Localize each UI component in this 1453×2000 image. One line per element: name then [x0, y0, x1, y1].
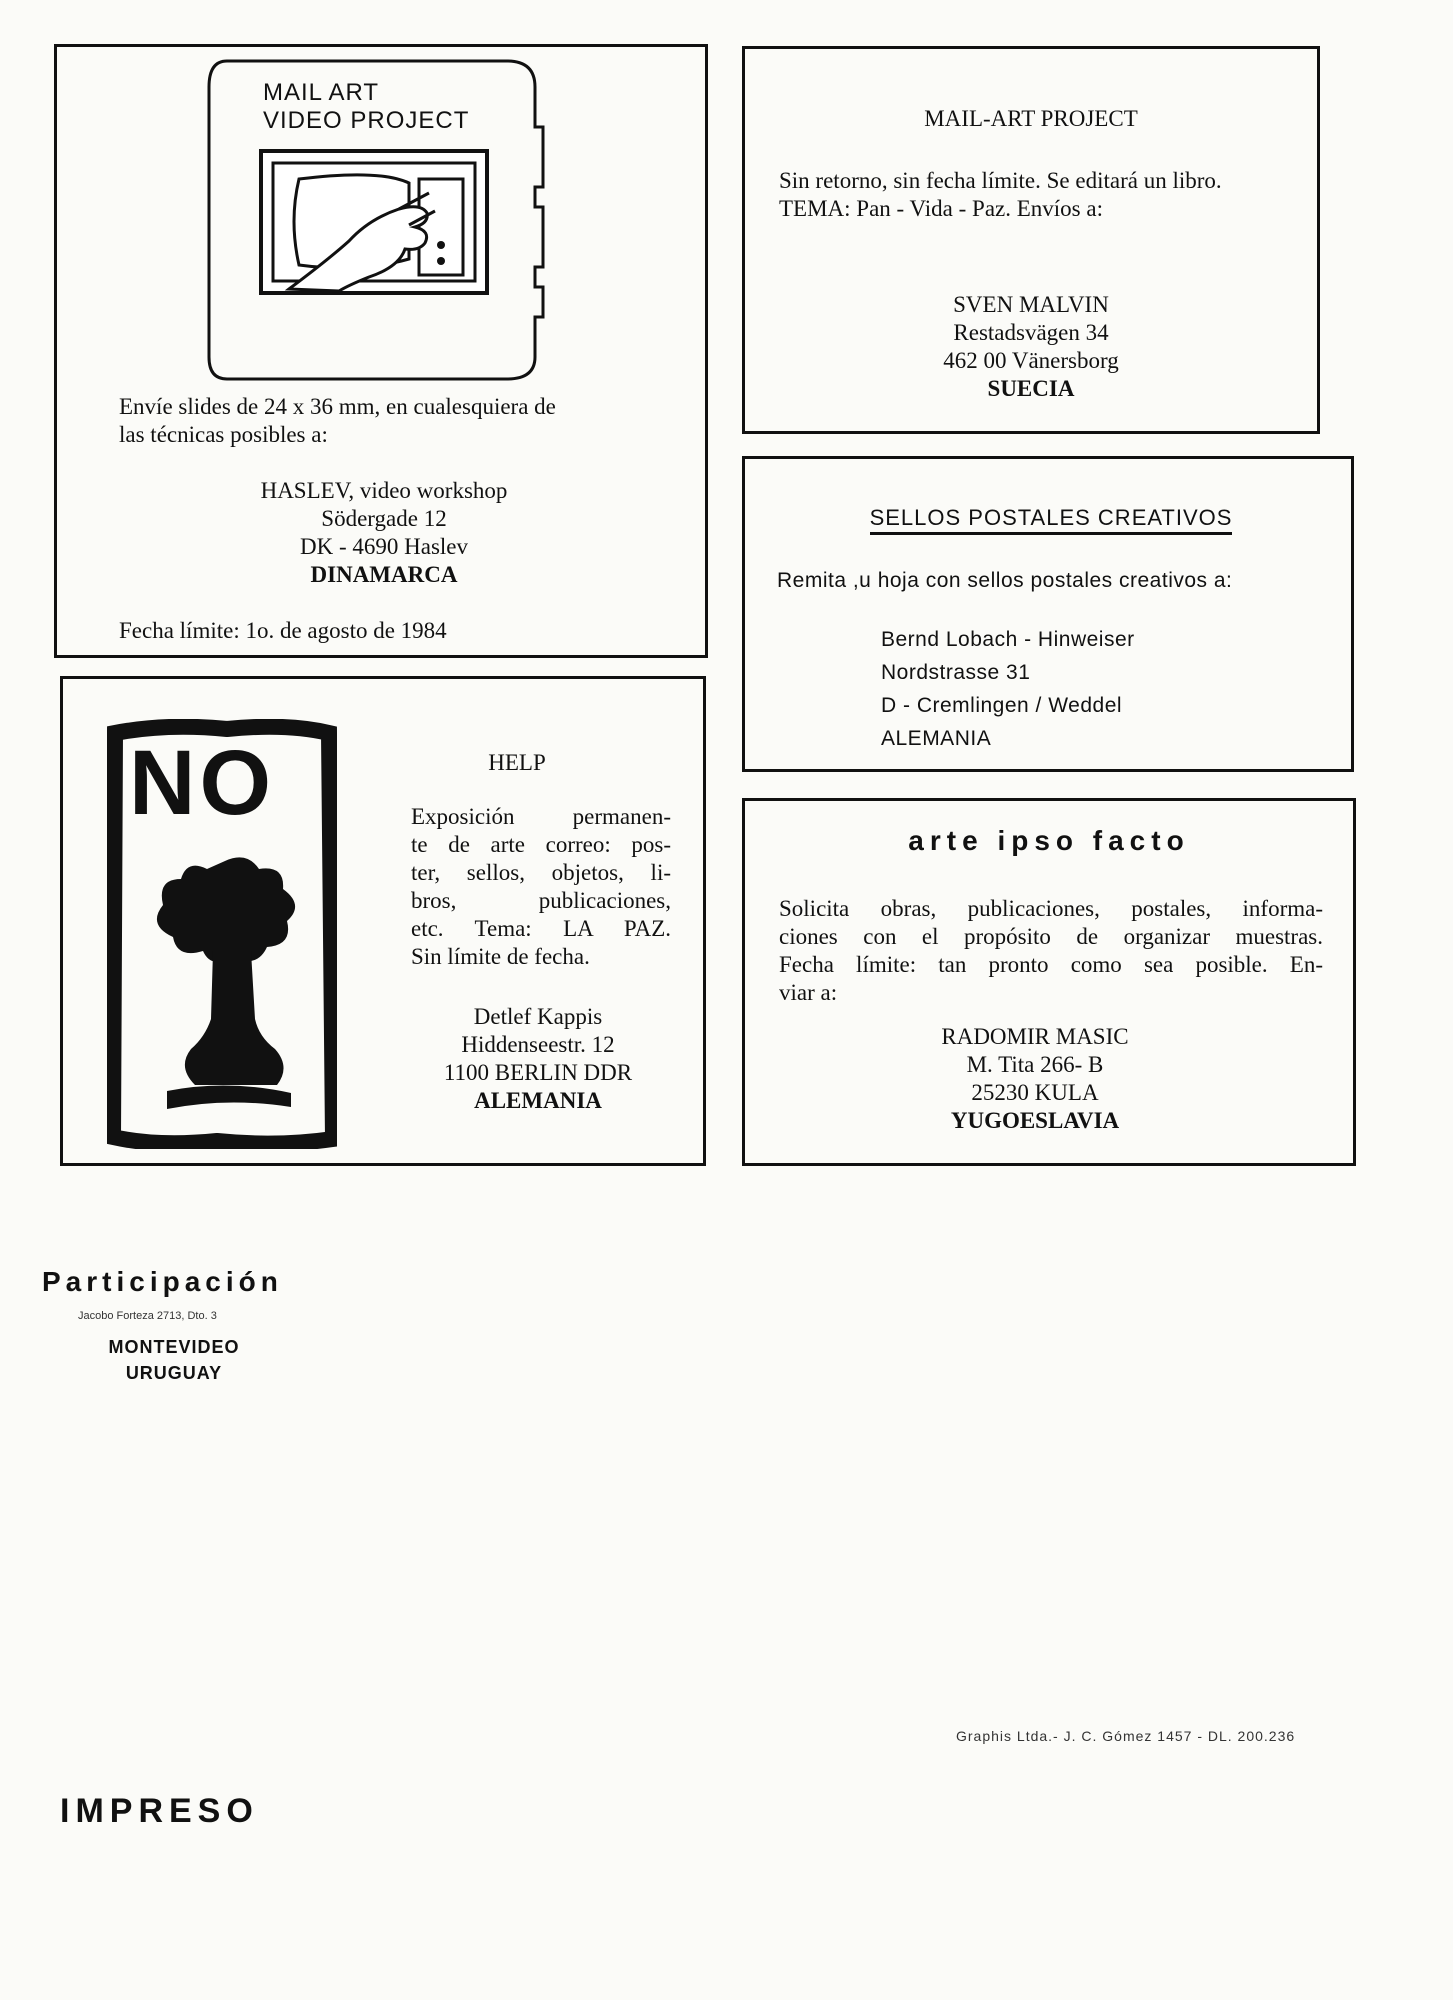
- malvin-address-line-3: 462 00 Vänersborg: [943, 348, 1119, 373]
- badge-title-line-1: MAIL ART: [263, 79, 380, 106]
- malvin-address-line-2: Restadsvägen 34: [953, 320, 1109, 345]
- tv-hand-icon: [259, 149, 491, 297]
- mail-art-project-line-1: Sin retorno, sin fecha límite. Se editará un libro.: [779, 168, 1222, 193]
- haslev-address-line-2: Södergade 12: [321, 506, 447, 531]
- printer-credit: Graphis Ltda.- J. C. Gómez 1457 - DL. 200.236: [956, 1728, 1296, 1744]
- ipso-body-line-4: viar a:: [779, 980, 838, 1005]
- video-slide-badge: [207, 57, 547, 383]
- no-stamp-image: [107, 719, 337, 1149]
- mail-art-project-line-2: TEMA: Pan - Vida - Paz. Envíos a:: [779, 196, 1103, 221]
- slides-intro-line-1: Envíe slides de 24 x 36 mm, en cualesquiera de: [119, 394, 556, 419]
- kappis-address-line-1: Detlef Kappis: [473, 1004, 603, 1029]
- arte-ipso-facto-box: [742, 798, 1356, 1166]
- help-body-line-4: bros, publicaciones,: [411, 888, 671, 913]
- mail-art-project-box: [742, 46, 1320, 434]
- mail-art-project-title: MAIL-ART PROJECT: [924, 106, 1138, 131]
- help-body-line-2: te de arte correo: pos-: [411, 832, 671, 857]
- help-body-line-6: Sin límite de fecha.: [411, 944, 590, 969]
- participacion-country: URUGUAY: [125, 1363, 223, 1383]
- sellos-postales-box: [742, 456, 1354, 772]
- impreso-label: IMPRESO: [60, 1792, 259, 1830]
- participacion-address: Jacobo Forteza 2713, Dto. 3: [78, 1310, 217, 1322]
- lobach-address-line-1: Bernd Lobach - Hinweiser: [881, 628, 1135, 651]
- haslev-address-country: DINAMARCA: [310, 562, 458, 587]
- masic-address-country: YUGOESLAVIA: [950, 1108, 1120, 1133]
- help-body-line-1: Exposición permanen-: [411, 804, 671, 829]
- participacion-title: Participación: [42, 1266, 283, 1297]
- masic-address-line-2: M. Tita 266- B: [966, 1052, 1104, 1077]
- help-body-line-5: etc. Tema: LA PAZ.: [411, 916, 671, 941]
- help-body-line-3: ter, sellos, objetos, li-: [411, 860, 671, 885]
- malvin-address-country: SUECIA: [987, 376, 1075, 401]
- masic-address-line-1: RADOMIR MASIC: [941, 1024, 1129, 1049]
- haslev-address-line-1: HASLEV, video workshop: [260, 478, 508, 503]
- kappis-address-line-3: 1100 BERLIN DDR: [443, 1060, 633, 1085]
- haslev-address-line-3: DK - 4690 Haslev: [300, 534, 468, 559]
- haslev-deadline: Fecha límite: 1o. de agosto de 1984: [119, 618, 447, 643]
- lobach-address-line-3: D - Cremlingen / Weddel: [881, 694, 1123, 717]
- no-stamp-text: NO: [129, 732, 275, 834]
- participacion-city: MONTEVIDEO: [108, 1337, 240, 1357]
- sellos-title: SELLOS POSTALES CREATIVOS: [870, 505, 1233, 535]
- masic-address-line-3: 25230 KULA: [971, 1080, 1099, 1105]
- badge-title-line-2: VIDEO PROJECT: [263, 107, 470, 134]
- sellos-intro: Remita ,u hoja con sellos postales creativos a:: [777, 569, 1233, 592]
- help-title: HELP: [488, 750, 546, 775]
- slides-intro-line-2: las técnicas posibles a:: [119, 422, 328, 447]
- malvin-address-line-1: SVEN MALVIN: [953, 292, 1109, 317]
- lobach-address-line-2: Nordstrasse 31: [881, 661, 1031, 684]
- help-box: [60, 676, 706, 1166]
- ipso-body-line-3: Fecha límite: tan pronto como sea posible. En-: [779, 952, 1323, 977]
- kappis-address-country: ALEMANIA: [474, 1088, 602, 1113]
- ipso-body-line-1: Solicita obras, publicaciones, postales, informa-: [779, 896, 1323, 921]
- ipso-body-line-2: ciones con el propósito de organizar muestras.: [779, 924, 1323, 949]
- lobach-address-country: ALEMANIA: [881, 727, 992, 750]
- ipso-title: arte ipso facto: [908, 825, 1190, 856]
- mail-video-project-box: [54, 44, 708, 658]
- kappis-address-line-2: Hiddenseestr. 12: [461, 1032, 615, 1057]
